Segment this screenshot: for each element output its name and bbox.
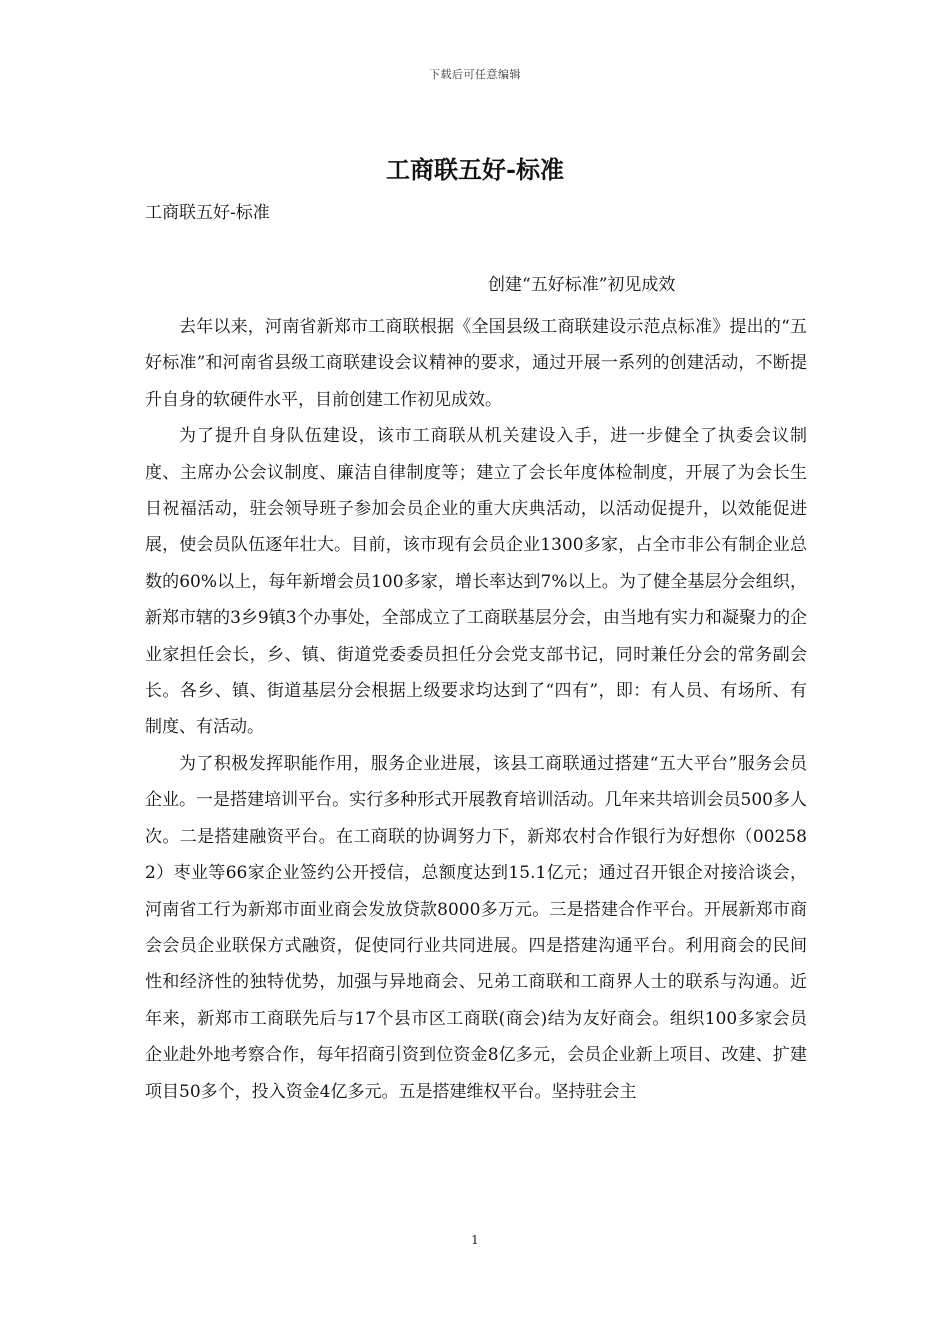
header-note: 下载后可任意编辑 — [429, 68, 521, 81]
document-subtitle: 工商联五好-标准 — [145, 203, 270, 223]
body-text — [145, 309, 807, 1110]
section-heading: 创建“五好标准”初见成效 — [488, 275, 676, 295]
paragraph: 去年以来，河南省新郑市工商联根据《全国县级工商联建设示范点标准》提出的“五好标准”和河南省县级工商联建设会议精神的要求，通过开展一系列的创建活动，不断提升自身的软硬件水平，目前创建工作初见成效。 — [145, 317, 807, 410]
document-title: 工商联五好-标准 — [386, 155, 564, 184]
page-number: 1 — [471, 1233, 479, 1247]
paragraph: 为了提升自身队伍建设，该市工商联从机关建设入手，进一步健全了执委会议制度、主席办公会议制度、廉洁自律制度等；建立了会长年度体检制度，开展了为会长生日祝福活动，驻会领导班子参加会员企业的重大庆典活动，以活动促提升，以效能促进展，使会员队伍逐年壮大。目前，该市现有会员企业1300多家，占全市非公有制企业总数的60%以上，每年新增会员100多家，增长率达到7%以上。为了健全基层分会组织，新郑市辖的3乡9镇3个办事处，全部成立了工商联基层分会，由当地有实力和凝聚力的企业家担任会长，乡、镇、街道党委委员担任分会党支部书记，同时兼任分会的常务副会长。各乡、镇、街道基层分会根据上级要求均达到了“四有”，即：有人员、有场所、有制度、有活动。 — [145, 426, 807, 738]
paragraph: 为了积极发挥职能作用，服务企业进展，该县工商联通过搭建“五大平台”服务会员企业。一是搭建培训平台。实行多种形式开展教育培训活动。几年来共培训会员500多人次。二是搭建融资平台。在工商联的协调努力下，新郑农村合作银行为好想你（002582）枣业等66家企业签约公开授信，总额度达到15.1亿元；通过召开银企对接洽谈会，河南省工行为新郑市面业商会发放贷款8000多万元。三是搭建合作平台。开展新郑市商会会员企业联保方式融资，促使同行业共同进展。四是搭建沟通平台。利用商会的民间性和经济性的独特优势，加强与异地商会、兄弟工商联和工商界人士的联系与沟通。近年来，新郑市工商联先后与17个县市区工商联(商会)结为友好商会。组织100多家会员企业赴外地考察合作，每年招商引资到位资金8亿多元，会员企业新上项目、改建、扩建项目50多个，投入资金4亿多元。五是搭建维权平台。坚持驻会主 — [145, 753, 807, 1102]
